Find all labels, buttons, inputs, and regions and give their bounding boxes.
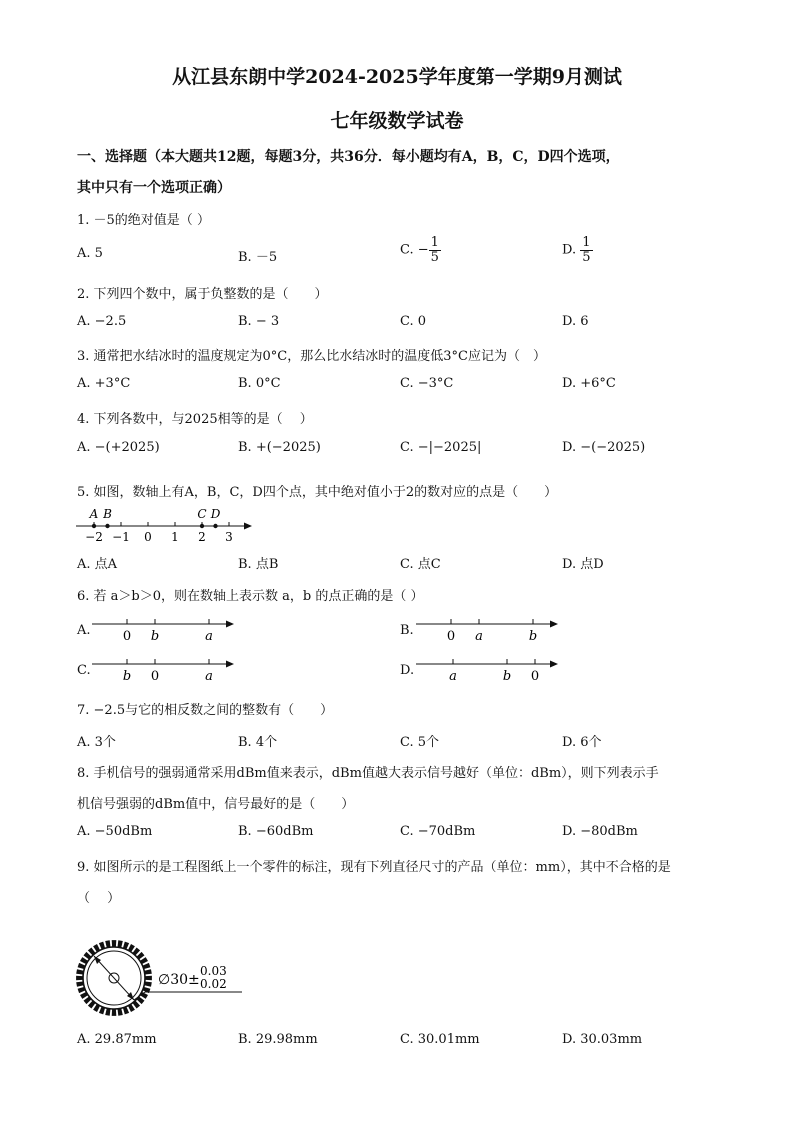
point-label: C — [197, 507, 207, 521]
q5-number-line-figure — [70, 505, 260, 545]
q2-option-c[interactable]: C. 0 — [400, 314, 427, 329]
tick-label: 0 — [530, 669, 540, 684]
number-line-arrow — [550, 621, 558, 628]
tick-label: 0 — [150, 669, 160, 684]
tick-label: 1 — [171, 530, 179, 544]
q5-option-a[interactable]: A. 点A — [77, 557, 118, 572]
q4-option-a[interactable]: A. −(+2025) — [77, 440, 160, 455]
question-2-stem: 2. 下列四个数中，属于负整数的是（ ） — [77, 287, 328, 302]
question-6-stem: 6. 若 a＞b＞0，则在数轴上表示数 a，b 的点正确的是（ ） — [77, 589, 424, 604]
q6-option-a[interactable]: A. — [77, 623, 91, 638]
question-9-stem-cont: （ ） — [77, 891, 121, 906]
q4-option-d[interactable]: D. −(−2025) — [562, 440, 646, 455]
tick-label: 0 — [122, 629, 132, 644]
q2-option-a[interactable]: A. −2.5 — [77, 314, 127, 329]
q5-option-c[interactable]: C. 点C — [400, 557, 441, 572]
q1-option-c[interactable] — [400, 236, 441, 264]
q9-option-c[interactable]: C. 30.01mm — [400, 1032, 480, 1047]
number-line-arrow — [550, 661, 558, 668]
q8-option-a[interactable]: A. −50dBm — [77, 824, 153, 839]
fraction-numerator: 1 — [582, 235, 591, 250]
q3-option-d[interactable]: D. +6°C — [562, 376, 616, 391]
tick-label: 2 — [198, 530, 206, 544]
q2-option-d[interactable]: D. 6 — [562, 314, 589, 329]
number-line-arrow — [226, 621, 234, 628]
tick-label: 3 — [225, 530, 233, 544]
q1-option-c-sign: − — [417, 242, 429, 258]
q1-option-c-label: C. — [400, 242, 414, 258]
tick-label: a — [205, 669, 213, 684]
tick-label: 0 — [446, 629, 456, 644]
question-9-stem: 9. 如图所示的是工程图纸上一个零件的标注，现有下列直径尺寸的产品（单位：mm），其中不合格的是 — [77, 860, 671, 875]
tick-label: −2 — [85, 530, 103, 544]
question-7-stem: 7. −2.5与它的相反数之间的整数有（ ） — [77, 703, 334, 718]
q3-option-a[interactable]: A. +3°C — [77, 376, 131, 391]
exam-subtitle: 七年级数学试卷 — [330, 110, 464, 132]
q7-option-c[interactable]: C. 5个 — [400, 735, 440, 750]
tick-label: a — [449, 669, 457, 684]
q4-option-b[interactable]: B. +(−2025) — [238, 440, 321, 455]
q5-option-d[interactable]: D. 点D — [562, 557, 604, 572]
question-8-stem: 8. 手机信号的强弱通常采用dBm值来表示，dBm值越大表示信号越好（单位：dBm），则下列表示手 — [77, 766, 659, 781]
q7-option-d[interactable]: D. 6个 — [562, 735, 602, 750]
tick-label: −1 — [112, 530, 130, 544]
point-label: B — [103, 507, 112, 521]
diameter-label: ∅30± — [158, 972, 200, 988]
point-B — [105, 524, 109, 528]
q6-option-d-number-line — [416, 652, 566, 686]
tolerance-upper: 0.03 — [200, 964, 227, 978]
tick-label: b — [528, 629, 538, 644]
q9-part-drawing — [70, 935, 250, 1025]
tick-label: a — [475, 629, 483, 644]
section-heading-cont: 其中只有一个选项正确） — [77, 180, 231, 196]
q9-option-b[interactable]: B. 29.98mm — [238, 1032, 318, 1047]
tick-label: 0 — [144, 530, 152, 544]
question-3-stem: 3. 通常把水结冰时的温度规定为0°C，那么比水结冰时的温度低3°C应记为（ ） — [77, 349, 546, 364]
q3-option-c[interactable]: C. −3°C — [400, 376, 454, 391]
point-A — [92, 524, 96, 528]
section-heading: 一、选择题（本大题共12题，每题3分，共36分．每小题均有A，B，C，D四个选项， — [77, 149, 620, 165]
q6-option-a-number-line — [92, 612, 242, 646]
q3-option-b[interactable]: B. 0°C — [238, 376, 281, 391]
tick-label: b — [150, 629, 160, 644]
q6-option-b-number-line — [416, 612, 566, 646]
q7-option-a[interactable]: A. 3个 — [77, 735, 116, 750]
tick-label: b — [122, 669, 132, 684]
tolerance-lower: 0.02 — [200, 977, 227, 991]
q5-option-b[interactable]: B. 点B — [238, 557, 279, 572]
q7-option-b[interactable]: B. 4个 — [238, 735, 278, 750]
point-label: A — [89, 507, 99, 521]
point-label: D — [210, 507, 221, 521]
q6-option-b[interactable]: B. — [400, 623, 414, 638]
q6-option-c[interactable]: C. — [77, 663, 91, 678]
q9-option-d[interactable]: D. 30.03mm — [562, 1032, 643, 1047]
fraction-numerator: 1 — [430, 235, 439, 250]
point-D — [213, 524, 217, 528]
question-8-stem-cont: 机信号强弱的dBm值中，信号最好的是（ ） — [77, 797, 355, 812]
number-line-arrow — [244, 523, 252, 530]
q1-option-d-fraction — [580, 236, 592, 264]
q6-option-c-number-line — [92, 652, 242, 686]
q1-option-c-fraction — [429, 236, 441, 264]
fraction-denominator: 5 — [430, 249, 439, 265]
question-5-stem: 5. 如图，数轴上有A，B，C，D四个点，其中绝对值小于2的数对应的点是（ ） — [77, 485, 558, 500]
q2-option-b[interactable]: B. − 3 — [238, 314, 280, 329]
q9-option-a[interactable]: A. 29.87mm — [77, 1032, 157, 1047]
q1-option-b[interactable]: B. －5 — [238, 250, 278, 265]
tick-label: a — [205, 629, 213, 644]
q1-option-d[interactable] — [562, 236, 593, 264]
q8-option-d[interactable]: D. −80dBm — [562, 824, 638, 839]
question-4-stem: 4. 下列各数中，与2025相等的是（ ） — [77, 412, 313, 427]
exam-title: 从江县东朗中学2024-2025学年度第一学期9月测试 — [172, 66, 622, 88]
q1-option-a[interactable]: A. 5 — [77, 246, 103, 261]
point-C — [200, 524, 204, 528]
q1-option-d-label: D. — [562, 242, 577, 258]
q8-option-c[interactable]: C. −70dBm — [400, 824, 476, 839]
q8-option-b[interactable]: B. −60dBm — [238, 824, 314, 839]
q4-option-c[interactable]: C. −|−2025| — [400, 440, 482, 455]
fraction-denominator: 5 — [582, 249, 591, 265]
q6-option-d[interactable]: D. — [400, 663, 415, 678]
number-line-arrow — [226, 661, 234, 668]
question-1-stem: 1. －5的绝对值是（ ） — [77, 213, 210, 228]
tick-label: b — [502, 669, 512, 684]
